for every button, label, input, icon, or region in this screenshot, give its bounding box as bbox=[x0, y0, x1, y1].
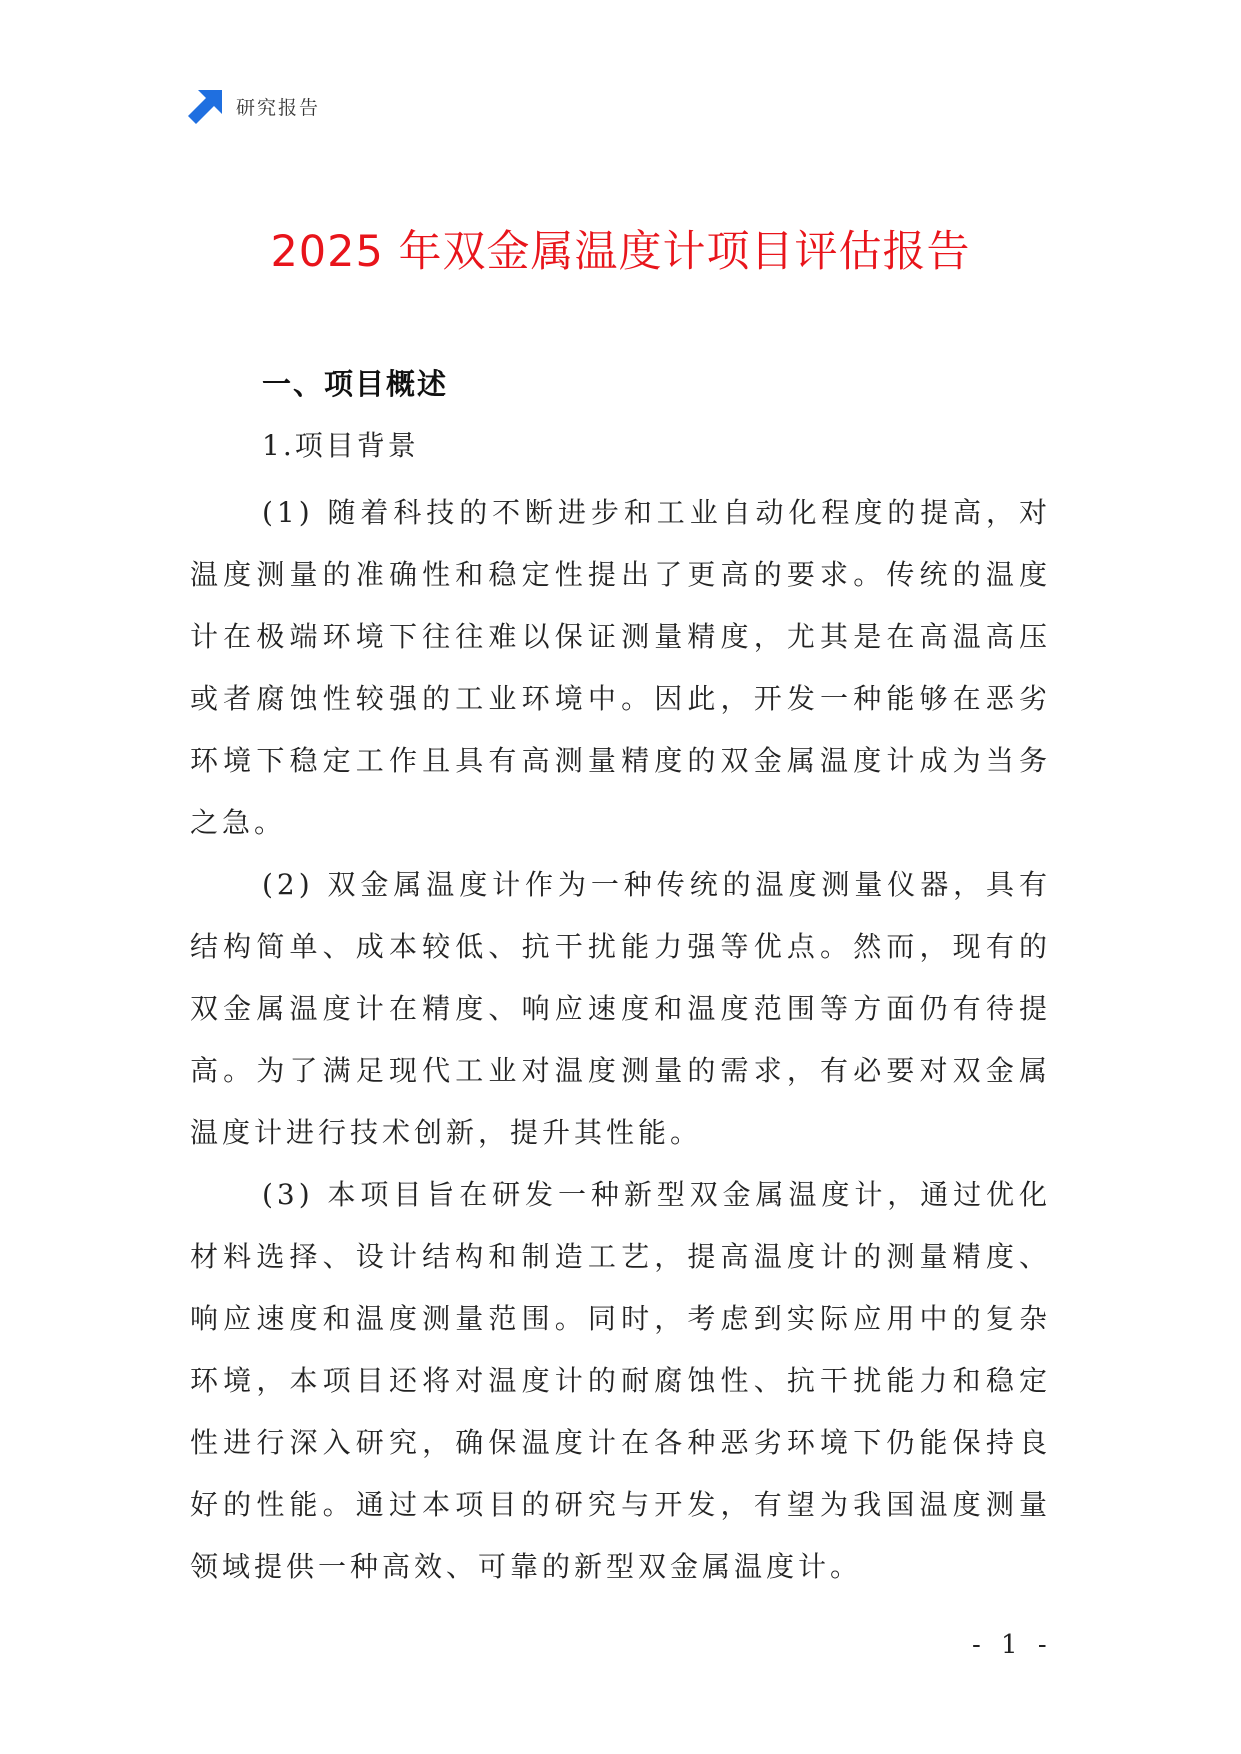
body-paragraph: (2) 双金属温度计作为一种传统的温度测量仪器，具有结构简单、成本较低、抗干扰能力强等优点。然而，现有的双金属温度计在精度、响应速度和温度范围等方面仍有待提高。为了满足现代工业对温度测量的需求，有必要对双金属温度计进行技术创新，提升其性能。 bbox=[190, 868, 1051, 1149]
header-label: 研究报告 bbox=[236, 96, 321, 119]
document-title: 2025 年双金属温度计项目评估报告 bbox=[270, 227, 971, 277]
arrow-up-right-icon bbox=[188, 88, 224, 124]
page-number: - 1 - bbox=[972, 1630, 1053, 1660]
section-heading: 一、项目概述 bbox=[262, 367, 449, 401]
report-header bbox=[188, 88, 320, 124]
document-body bbox=[190, 482, 1051, 1598]
body-paragraph: (1) 随着科技的不断进步和工业自动化程度的提高，对温度测量的准确性和稳定性提出了更高的要求。传统的温度计在极端环境下往往难以保证测量精度，尤其是在高温高压或者腐蚀性较强的工业环境中。因此，开发一种能够在恶劣环境下稳定工作且具有高测量精度的双金属温度计成为当务之急。 bbox=[190, 496, 1051, 839]
body-paragraph: (3) 本项目旨在研发一种新型双金属温度计，通过优化材料选择、设计结构和制造工艺，提高温度计的测量精度、响应速度和温度测量范围。同时，考虑到实际应用中的复杂环境，本项目还将对温度计的耐腐蚀性、抗干扰能力和稳定性进行深入研究，确保温度计在各种恶劣环境下仍能保持良好的性能。通过本项目的研究与开发，有望为我国温度测量领域提供一种高效、可靠的新型双金属温度计。 bbox=[190, 1178, 1051, 1583]
subsection-heading: 1.项目背景 bbox=[262, 429, 419, 462]
